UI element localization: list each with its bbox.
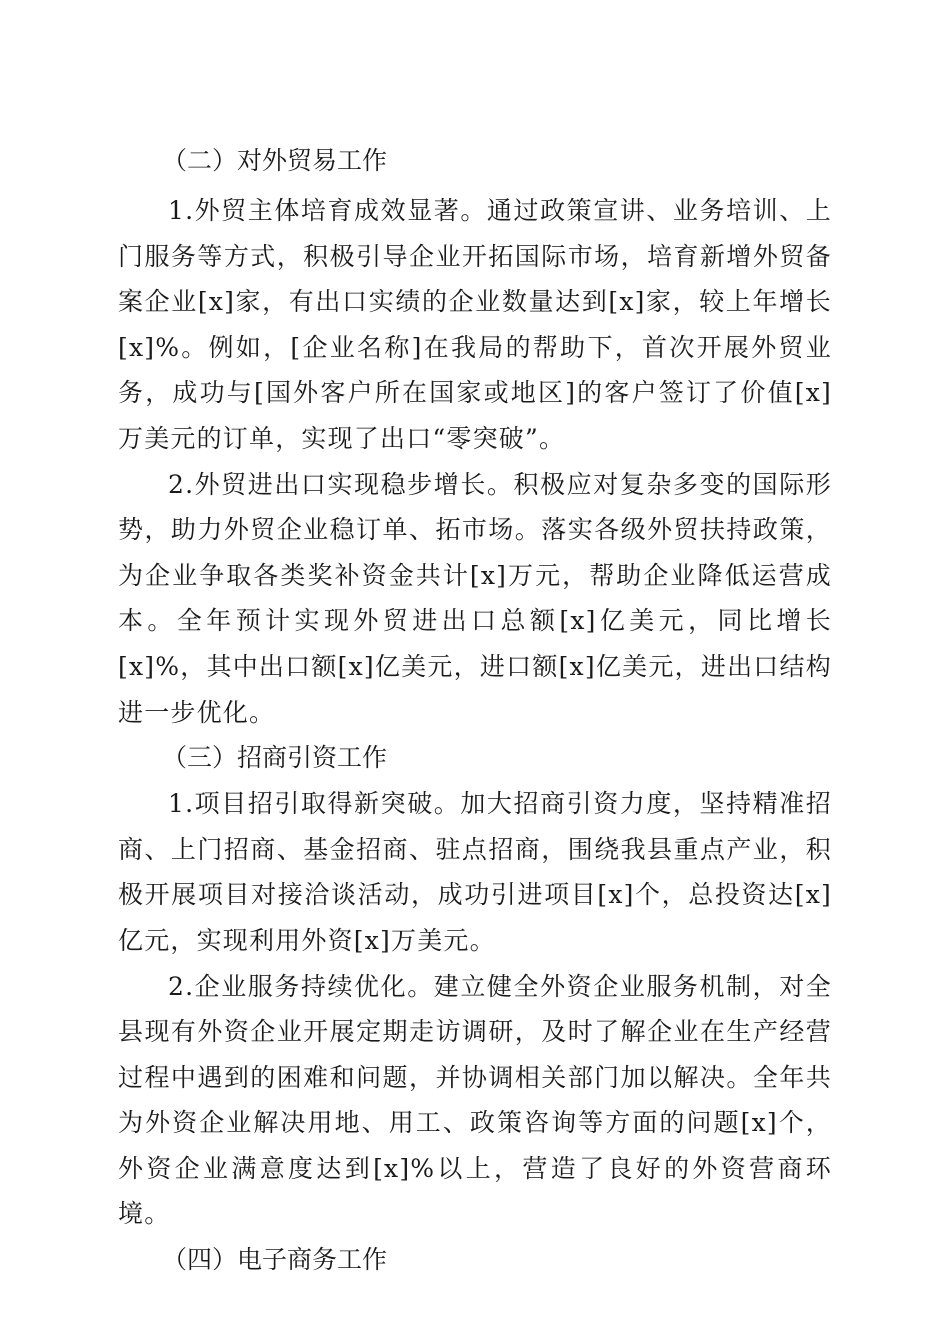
section-heading-investment: （三）招商引资工作	[162, 743, 388, 773]
paragraph-trade-1: 1.外贸主体培育成效显著。通过政策宣讲、业务培训、上门服务等方式，积极引导企业开拓国际市场，培育新增外贸备案企业[x]家，有出口实绩的企业数量达到[x]家，较上年增长[x]%。例如，[企业名称]在我局的帮助下，首次开展外贸业务，成功与[国外客户所在国家或地区]的客户签订了价值[x]万美元的订单，实现了出口“零突破”。	[118, 196, 832, 453]
section-heading-trade: （二）对外贸易工作	[162, 146, 388, 175]
paragraph-trade-2: 2.外贸进出口实现稳步增长。积极应对复杂多变的国际形势，助力外贸企业稳订单、拓市场。落实各级外贸扶持政策，为企业争取各类奖补资金共计[x]万元，帮助企业降低运营成本。全年预计实现外贸进出口总额[x]亿美元，同比增长[x]%，其中出口额[x]亿美元，进口额[x]亿美元，进出口结构进一步优化。	[118, 469, 832, 727]
paragraph-investment-2: 2.企业服务持续优化。建立健全外资企业服务机制，对全县现有外资企业开展定期走访调研，及时了解企业在生产经营过程中遇到的困难和问题，并协调相关部门加以解决。全年共为外资企业解决用地、用工、政策咨询等方面的问题[x]个，外资企业满意度达到[x]%以上，营造了良好的外资营商环境。	[118, 971, 832, 1229]
document-page	[118, 138, 832, 1283]
section-heading-ecommerce: （四）电子商务工作	[162, 1245, 388, 1275]
paragraph-investment-1: 1.项目招引取得新突破。加大招商引资力度，坚持精准招商、上门招商、基金招商、驻点招商，围绕我县重点产业，积极开展项目对接洽谈活动，成功引进项目[x]个，总投资达[x]亿元，实现利用外资[x]万美元。	[118, 789, 832, 955]
